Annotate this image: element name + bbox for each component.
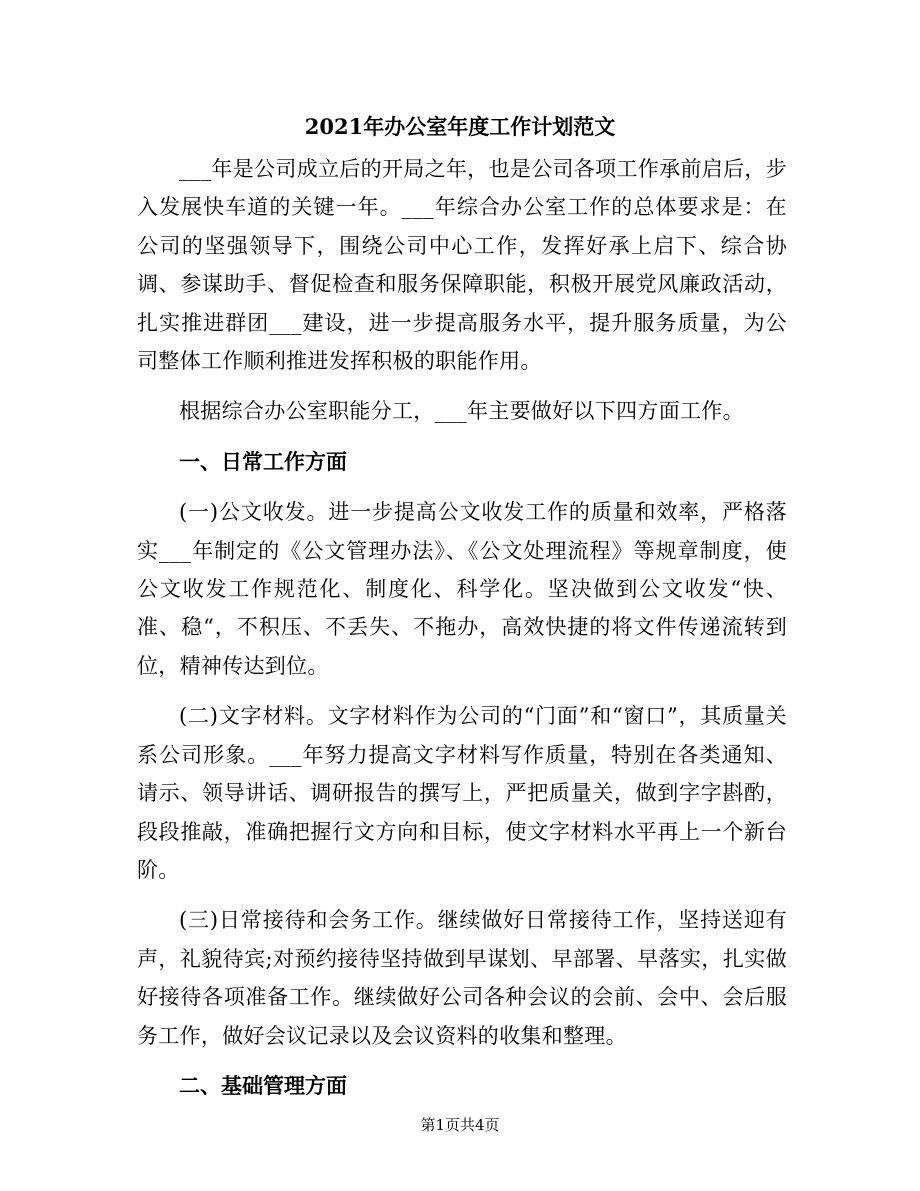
paragraph-overview: 根据综合办公室职能分工，___年主要做好以下四方面工作。 bbox=[179, 399, 744, 424]
document-title: 2021年办公室年度工作计划范文 bbox=[304, 114, 616, 139]
paragraph-reception-meetings: (三)日常接待和会务工作。继续做好日常接待工作，坚持送迎有声，礼貌待宾;对预约接待坚持做到早谋划、早部署、早落实，扎实做好接待各项准备工作。继续做好公司各种会议的会前、会中、会后服务工作，做好会议记录以及会议资料的收集和整理。 bbox=[137, 908, 787, 1048]
paragraph-intro: ___年是公司成立后的开局之年，也是公司各项工作承前启后，步入发展快车道的关键一年。___年综合办公室工作的总体要求是：在公司的坚强领导下，围绕公司中心工作，发挥好承上启下、综合协调、参谋助手、督促检查和服务保障职能，积极开展党风廉政活动，扎实推进群团___建设，进一步提高服务水平，提升服务质量，为公司整体工作顺利推进发挥积极的职能作用。 bbox=[137, 157, 787, 374]
section-heading-daily-work: 一、日常工作方面 bbox=[179, 448, 347, 474]
document-body bbox=[137, 150, 787, 1105]
paragraph-document-handling: (一)公文收发。进一步提高公文收发工作的质量和效率，严格落实___年制定的《公文管理办法》、《公文处理流程》等规章制度，使公文收发工作规范化、制度化、科学化。坚决做到公文收发“快、准、稳“，不积压、不丢失、不拖办，高效快捷的将文件传递流转到位，精神传达到位。 bbox=[137, 500, 787, 678]
page-footer: 第1页共4页 bbox=[420, 1116, 500, 1134]
paragraph-written-materials: (二)文字材料。文字材料作为公司的“门面”和“窗口”，其质量关系公司形象。___年努力提高文字材料写作质量，特别在各类通知、请示、领导讲话、调研报告的撰写上，严把质量关，做到字字斟酌，段段推敲，准确把握行文方向和目标，使文字材料水平再上一个新台阶。 bbox=[137, 704, 787, 882]
section-heading-basic-management: 二、基础管理方面 bbox=[179, 1072, 347, 1098]
